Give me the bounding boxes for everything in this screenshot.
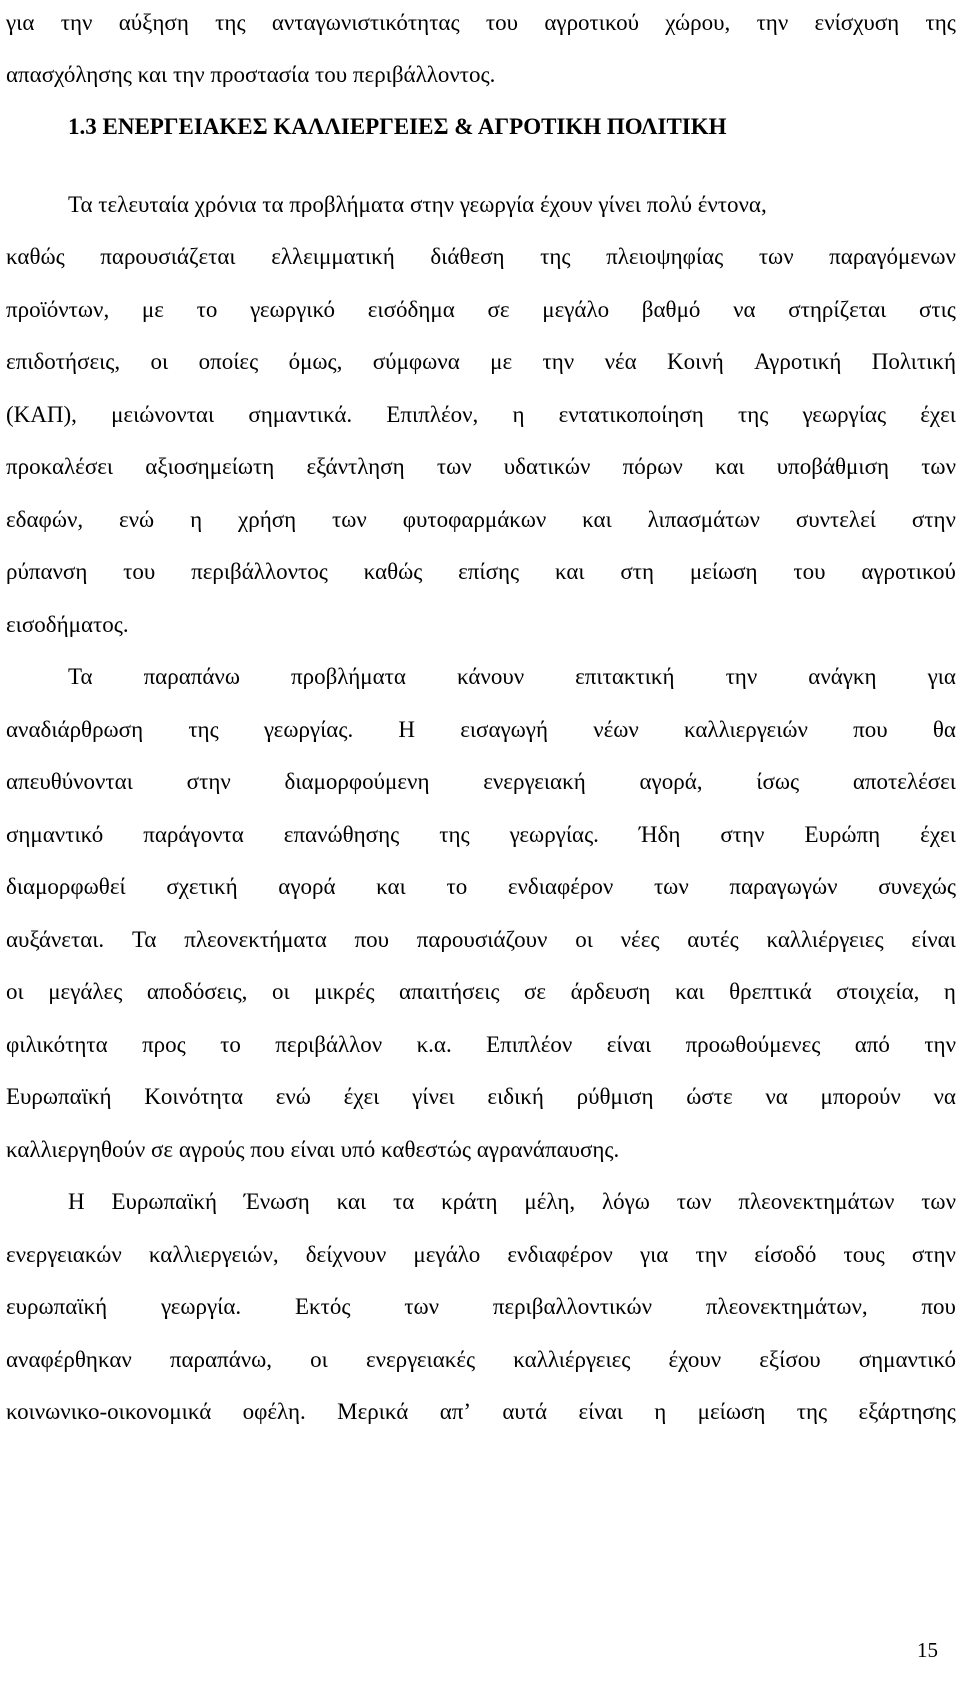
- text-line-13: [6, 715, 956, 745]
- word: οι: [6, 979, 24, 1004]
- word: την: [695, 1242, 728, 1267]
- word: καθώς: [363, 559, 423, 584]
- word: πλεονεκτημάτων: [738, 1189, 895, 1214]
- word: κάνουν: [456, 664, 525, 689]
- word: Πολιτική: [871, 349, 956, 374]
- word: προϊόντων,: [6, 297, 110, 322]
- word: συνεχώς: [878, 874, 956, 899]
- word: έχει: [343, 1084, 380, 1109]
- word: παράγοντα: [143, 822, 244, 847]
- word: και: [376, 874, 406, 899]
- text-line-7: [6, 400, 956, 430]
- word: προκαλέσει: [6, 454, 114, 479]
- word: σημαντικό: [6, 822, 104, 847]
- word: Ευρωπαϊκή: [6, 1084, 112, 1109]
- word: παραγωγών: [729, 874, 838, 899]
- word: ανάγκη: [808, 664, 877, 689]
- text-line-9: [6, 505, 956, 535]
- word: αναφέρθηκαν: [6, 1347, 132, 1372]
- word: Η: [398, 717, 416, 742]
- word: Κοινότητα: [144, 1084, 244, 1109]
- text-line-25: [6, 1345, 956, 1375]
- word: στις: [918, 297, 956, 322]
- word: χώρου,: [665, 10, 731, 35]
- word: της: [540, 244, 571, 269]
- word: αύξηση: [118, 10, 189, 35]
- word: των: [436, 454, 472, 479]
- word: συντελεί: [795, 507, 876, 532]
- word: μεγάλες: [48, 979, 123, 1004]
- word: γεωργίας: [802, 402, 887, 427]
- word: στη: [620, 559, 655, 584]
- word: από: [854, 1032, 890, 1057]
- word: δείχνουν: [305, 1242, 387, 1267]
- word: που: [354, 927, 390, 952]
- word: ώστε: [686, 1084, 733, 1109]
- word: υδατικών: [503, 454, 591, 479]
- word: για: [639, 1242, 669, 1267]
- word: που: [853, 717, 888, 742]
- word: χρήση: [238, 507, 297, 532]
- word: γεωργία.: [160, 1294, 242, 1319]
- word: επιδοτήσεις,: [6, 349, 121, 374]
- word: μείωση: [697, 1399, 766, 1424]
- word: την: [924, 1032, 956, 1057]
- word: αυτές: [687, 927, 739, 952]
- word: αγορά: [278, 874, 336, 899]
- word: πλεονεκτήματα: [184, 927, 327, 952]
- word: καλλιεργειών: [683, 717, 808, 742]
- word: παρουσιάζεται: [100, 244, 236, 269]
- word: τους: [843, 1242, 885, 1267]
- word: καλλιέργειες: [766, 927, 884, 952]
- word: (ΚΑΠ),: [6, 402, 77, 427]
- word: στην: [911, 1242, 956, 1267]
- word: πλεονεκτημάτων,: [705, 1294, 868, 1319]
- word: ίσως: [756, 769, 800, 794]
- word: των: [676, 1189, 712, 1214]
- word: του: [485, 10, 519, 35]
- word: της: [215, 10, 246, 35]
- page-number: 15: [917, 1638, 938, 1662]
- word: να: [733, 297, 756, 322]
- word: οποίες: [198, 349, 259, 374]
- word: Ευρώπη: [804, 822, 881, 847]
- text-line-22: [68, 1187, 956, 1217]
- text-line-20: [6, 1082, 956, 1112]
- word: με: [141, 297, 164, 322]
- word: Ένωση: [243, 1189, 310, 1214]
- word: σχετική: [166, 874, 238, 899]
- word: της: [925, 10, 956, 35]
- text-line-11: εισοδήματος.: [6, 612, 129, 637]
- word: το: [446, 874, 468, 899]
- word: εισόδημα: [367, 297, 455, 322]
- text-line-16: [6, 872, 956, 902]
- word: του: [123, 559, 156, 584]
- word: απευθύνονται: [6, 769, 133, 794]
- section-heading: 1.3 ΕΝΕΡΓΕΙΑΚΕΣ ΚΑΛΛΙΕΡΓΕΙΕΣ & ΑΓΡΟΤΙΚΗ ΠΟΛΙΤΙΚΗ: [68, 114, 727, 139]
- word: αναδιάρθρωση: [6, 717, 144, 742]
- word: στην: [720, 822, 765, 847]
- text-line-8: [6, 452, 956, 482]
- word: αυξάνεται.: [6, 927, 105, 952]
- word: Εκτός: [294, 1294, 351, 1319]
- word: ενδιαφέρον: [507, 1242, 613, 1267]
- word: που: [921, 1294, 956, 1319]
- word: επίσης: [458, 559, 520, 584]
- word: νέες: [620, 927, 660, 952]
- word: και: [714, 454, 745, 479]
- text-line-5: [6, 295, 956, 325]
- word: προς: [142, 1032, 186, 1057]
- word: έχουν: [668, 1347, 722, 1372]
- word: Κοινή: [667, 349, 724, 374]
- word: μέλη,: [524, 1189, 576, 1214]
- word: εντατικοποίηση: [558, 402, 704, 427]
- word: οι: [271, 979, 290, 1004]
- word: περιβάλλον: [275, 1032, 383, 1057]
- word: αξιοσημείωτη: [145, 454, 275, 479]
- word: την: [60, 10, 93, 35]
- word: για: [927, 664, 956, 689]
- word: στοιχεία,: [836, 979, 920, 1004]
- word: την: [756, 10, 789, 35]
- word: Τα: [131, 927, 157, 952]
- word: να: [765, 1084, 788, 1109]
- word: στηρίζεται: [788, 297, 887, 322]
- word: Αγροτική: [754, 349, 842, 374]
- word: το: [196, 297, 218, 322]
- text-line-17: [6, 925, 956, 955]
- word: κ.α.: [416, 1032, 452, 1057]
- word: των: [332, 507, 367, 532]
- word: Ήδη: [638, 822, 681, 847]
- word: οι: [150, 349, 169, 374]
- word: ενώ: [119, 507, 155, 532]
- word: νέα: [604, 349, 637, 374]
- word: ενεργειακή: [483, 769, 586, 794]
- word: των: [404, 1294, 440, 1319]
- word: ενώ: [275, 1084, 311, 1109]
- word: είσοδό: [754, 1242, 817, 1267]
- word: μειώνονται: [111, 402, 215, 427]
- word: οφέλη.: [242, 1399, 306, 1424]
- word: του: [793, 559, 826, 584]
- word: φιλικότητα: [6, 1032, 108, 1057]
- word: το: [220, 1032, 241, 1057]
- word: των: [921, 1189, 956, 1214]
- word: κράτη: [441, 1189, 498, 1214]
- word: μπορούν: [820, 1084, 901, 1109]
- word: προωθούμενες: [685, 1032, 821, 1057]
- word: αγροτικού: [861, 559, 956, 584]
- word: βαθμό: [641, 297, 701, 322]
- word: σε: [487, 297, 510, 322]
- word: απαιτήσεις: [399, 979, 500, 1004]
- word: λιπασμάτων: [647, 507, 760, 532]
- word: είναι: [911, 927, 956, 952]
- word: οι: [310, 1347, 328, 1372]
- text-line-24: [6, 1292, 956, 1322]
- word: αποτελέσει: [852, 769, 956, 794]
- word: των: [921, 454, 956, 479]
- word: εξίσου: [759, 1347, 821, 1372]
- text-line-15: [6, 820, 956, 850]
- word: παραπάνω: [143, 664, 240, 689]
- word: ευρωπαϊκή: [6, 1294, 108, 1319]
- text-line-18: [6, 977, 956, 1007]
- word: απ’: [439, 1399, 472, 1424]
- word: σύμφωνα: [372, 349, 460, 374]
- word: γεωργικό: [250, 297, 336, 322]
- word: παραπάνω,: [169, 1347, 273, 1372]
- word: Επιπλέον: [486, 1032, 573, 1057]
- word: ειδική: [487, 1084, 544, 1109]
- word: και: [336, 1189, 367, 1214]
- word: στην: [186, 769, 231, 794]
- word: η: [943, 979, 956, 1004]
- word: επανώθησης: [283, 822, 400, 847]
- word: αυτά: [502, 1399, 548, 1424]
- word: ενεργειακές: [365, 1347, 476, 1372]
- word: γεωργίας.: [263, 717, 354, 742]
- word: όμως,: [288, 349, 343, 374]
- word: υποβάθμιση: [776, 454, 889, 479]
- word: ρύθμιση: [576, 1084, 654, 1109]
- word: σημαντικό: [858, 1347, 956, 1372]
- word: είναι: [606, 1032, 652, 1057]
- word: έχει: [920, 402, 956, 427]
- word: στην: [911, 507, 956, 532]
- word: θα: [932, 717, 956, 742]
- word: και: [554, 559, 585, 584]
- word: μικρές: [314, 979, 375, 1004]
- word: της: [737, 402, 769, 427]
- word: διάθεση: [430, 244, 505, 269]
- text-line-26: [6, 1397, 956, 1427]
- word: των: [653, 874, 689, 899]
- text-line-23: [6, 1240, 956, 1270]
- text-line-4: [6, 242, 956, 272]
- text-line-12: [68, 662, 956, 692]
- word: να: [933, 1084, 956, 1109]
- text-line-1: [6, 8, 956, 38]
- word: διαμορφωθεί: [6, 874, 126, 899]
- text-line-14: [6, 767, 956, 797]
- word: πλειοψηφίας: [606, 244, 724, 269]
- word: της: [188, 717, 219, 742]
- word: διαμορφούμενη: [284, 769, 430, 794]
- word: και: [582, 507, 612, 532]
- word: η: [190, 507, 203, 532]
- word: καλλιεργειών,: [148, 1242, 279, 1267]
- word: περιβάλλοντος: [191, 559, 328, 584]
- word: άρδευση: [570, 979, 651, 1004]
- word: γεωργίας.: [509, 822, 599, 847]
- word: αγροτικού: [544, 10, 639, 35]
- word: πόρων: [622, 454, 683, 479]
- word: μείωση: [689, 559, 758, 584]
- word: ενεργειακών: [6, 1242, 122, 1267]
- word: λόγω: [601, 1189, 650, 1214]
- text-line-10: [6, 557, 956, 587]
- word: τα: [393, 1189, 415, 1214]
- word: την: [725, 664, 758, 689]
- text-line-3: Τα τελευταία χρόνια τα προβλήματα στην γεωργία έχουν γίνει πολύ έντονα,: [68, 192, 767, 217]
- word: γίνει: [412, 1084, 455, 1109]
- word: της: [796, 1399, 828, 1424]
- word: είναι: [578, 1399, 623, 1424]
- word: φυτοφαρμάκων: [402, 507, 547, 532]
- word: κοινωνικο-οικονομικά: [6, 1399, 212, 1424]
- word: καλλιέργειες: [513, 1347, 631, 1372]
- text-line-19: [6, 1030, 956, 1060]
- word: σημαντικά.: [248, 402, 353, 427]
- word: των: [758, 244, 794, 269]
- word: έχει: [920, 822, 956, 847]
- word: σε: [524, 979, 547, 1004]
- word: Η: [68, 1189, 85, 1214]
- word: ρύπανση: [6, 559, 88, 584]
- word: η: [654, 1399, 667, 1424]
- word: περιβαλλοντικών: [492, 1294, 653, 1319]
- word: Ευρωπαϊκή: [111, 1189, 217, 1214]
- word: παραγόμενων: [829, 244, 956, 269]
- text-line-6: [6, 347, 956, 377]
- word: αποδόσεις,: [146, 979, 248, 1004]
- word: εισαγωγή: [460, 717, 548, 742]
- word: νέων: [593, 717, 639, 742]
- word: εδαφών,: [6, 507, 84, 532]
- word: εξάρτησης: [858, 1399, 956, 1424]
- word: μεγάλο: [542, 297, 610, 322]
- word: εξάντληση: [306, 454, 405, 479]
- word: παρουσιάζουν: [416, 927, 548, 952]
- word: για: [6, 10, 35, 35]
- word: ενίσχυση: [814, 10, 900, 35]
- word: με: [490, 349, 513, 374]
- word: ελλειμματική: [271, 244, 395, 269]
- text-line-21: καλλιεργηθούν σε αγρούς που είναι υπό καθεστώς αγρανάπαυσης.: [6, 1137, 620, 1162]
- word: θρεπτικά: [729, 979, 812, 1004]
- word: Επιπλέον,: [386, 402, 479, 427]
- word: προβλήματα: [291, 664, 406, 689]
- word: μεγάλο: [413, 1242, 481, 1267]
- word: και: [674, 979, 705, 1004]
- word: ενδιαφέρον: [507, 874, 614, 899]
- text-line-2: απασχόλησης και την προστασία του περιβάλλοντος.: [6, 62, 496, 87]
- word: οι: [575, 927, 593, 952]
- word: την: [542, 349, 575, 374]
- word: αγορά,: [639, 769, 703, 794]
- word: της: [439, 822, 470, 847]
- word: επιτακτική: [575, 664, 675, 689]
- word: η: [512, 402, 525, 427]
- word: Μερικά: [337, 1399, 409, 1424]
- word: Τα: [68, 664, 93, 689]
- word: καθώς: [6, 244, 65, 269]
- word: ανταγωνιστικότητας: [271, 10, 460, 35]
